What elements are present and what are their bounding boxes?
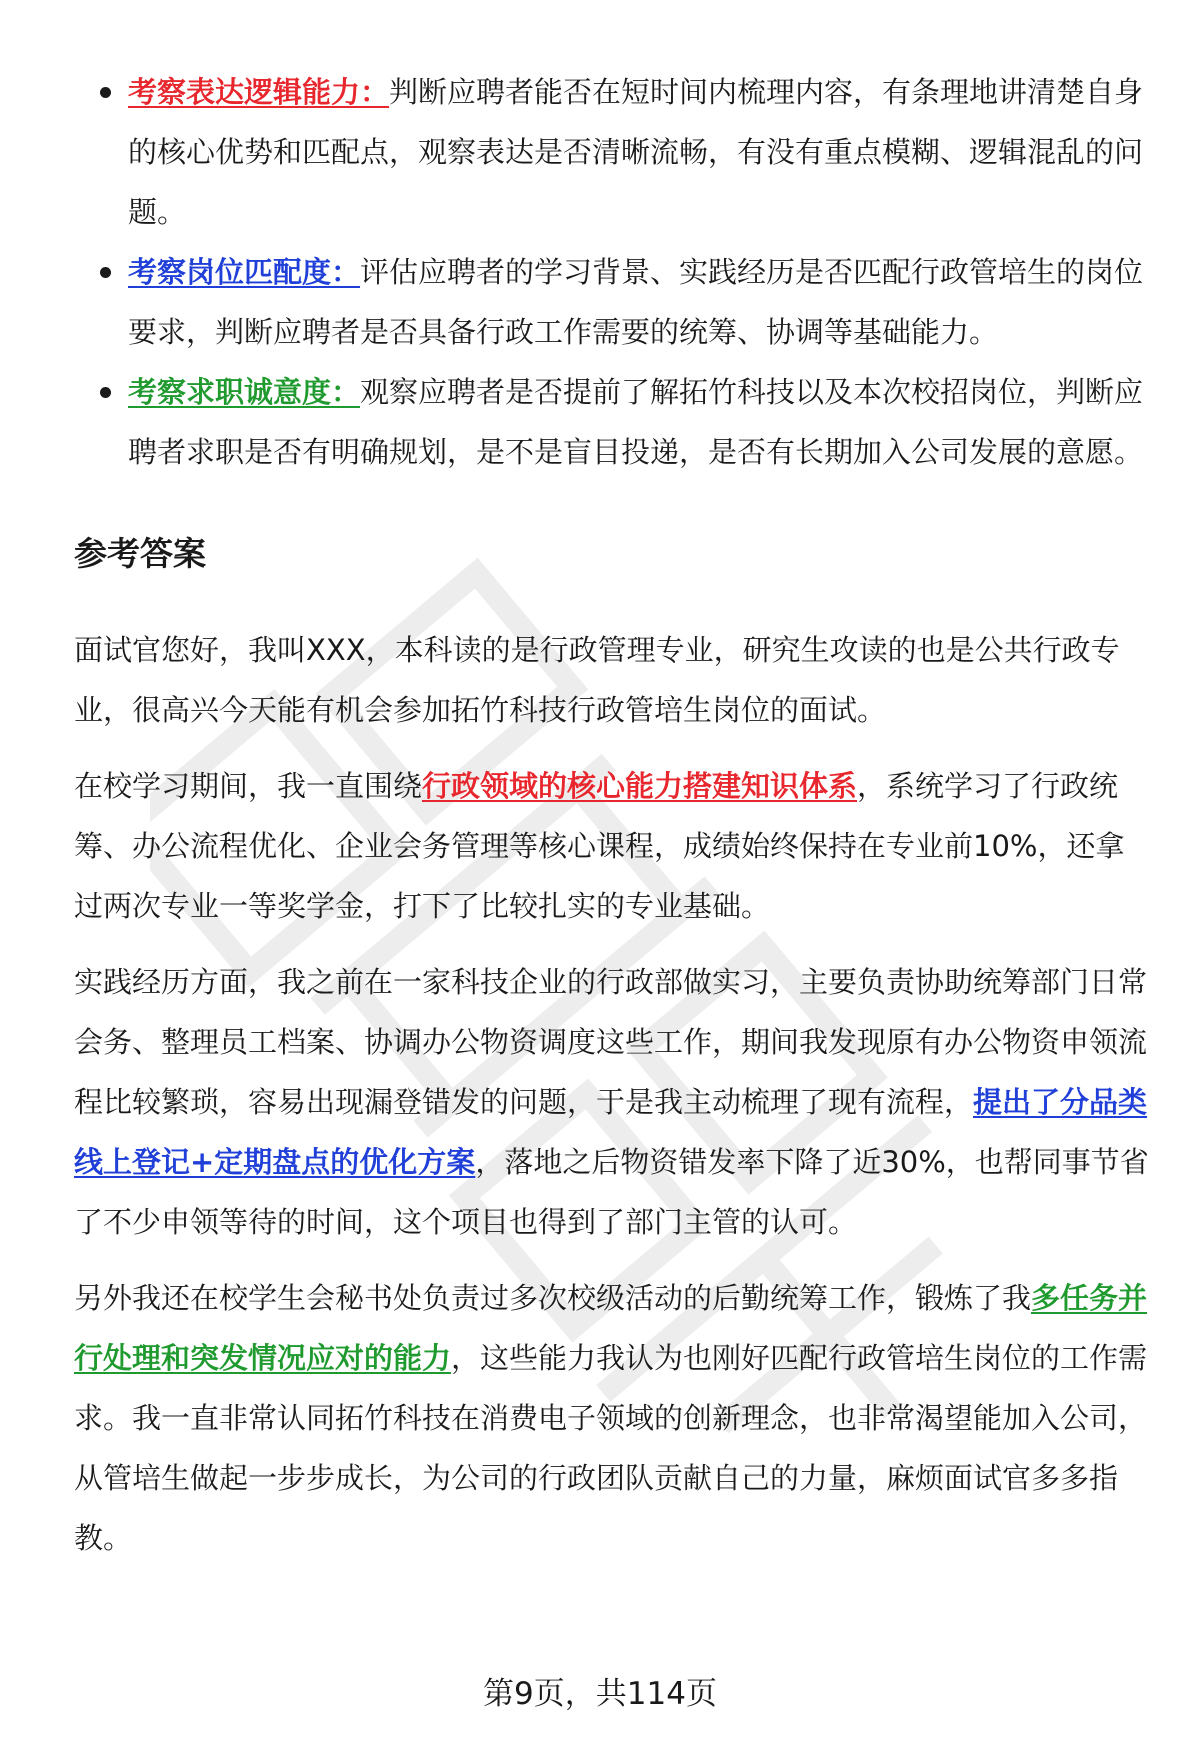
bullet-dot-icon xyxy=(100,387,111,398)
criteria-item-logic xyxy=(74,62,1150,242)
criteria-text: 判断应聘者能否在短时间内梳理内容，有条理地讲清楚自身的核心优势和匹配点，观察表达是否清晰流畅，有没有重点模糊、逻辑混乱的问题。 xyxy=(128,75,1144,229)
paragraph-text: ，系统学习了行政统筹、办公流程优化、企业会务管理等核心课程，成绩始终保持在专业前10%，还拿过两次专业一等奖学金，打下了比较扎实的专业基础。 xyxy=(74,769,1125,923)
criteria-label: 考察表达逻辑能力： xyxy=(128,75,390,109)
criteria-text: 观察应聘者是否提前了解拓竹科技以及本次校招岗位，判断应聘者求职是否有明确规划，是不是盲目投递，是否有长期加入公司发展的意愿。 xyxy=(128,375,1144,469)
paragraph-text: ，落地之后物资错发率下降了近30%，也帮同事节省了不少申领等待的时间，这个项目也得到了部门主管的认可。 xyxy=(74,1145,1149,1239)
paragraph-text: 实践经历方面，我之前在一家科技企业的行政部做实习，主要负责协助统筹部门日常会务、整理员工档案、协调办公物资调度这些工作，期间我发现原有办公物资申领流程比较繁琐，容易出现漏登错发的问题，于是我主动梳理了现有流程， xyxy=(74,965,1148,1119)
section-title: 参考答案 xyxy=(74,534,206,573)
highlight-text: 多任务并行处理和突发情况应对的能力 xyxy=(74,1281,1148,1375)
page-number-footer: 第9页，共114页 xyxy=(483,1676,717,1712)
answer-paragraph-practice xyxy=(74,952,1150,1252)
criteria-text: 评估应聘者的学习背景、实践经历是否匹配行政管培生的岗位要求，判断应聘者是否具备行政工作需要的统筹、协调等基础能力。 xyxy=(128,255,1144,349)
criteria-label: 考察求职诚意度： xyxy=(128,375,361,409)
answer-paragraph-intro: 面试官您好，我叫XXX，本科读的是行政管理专业，研究生攻读的也是公共行政专业，很高兴今天能有机会参加拓竹科技行政管培生岗位的面试。 xyxy=(74,633,1120,727)
evaluation-criteria-list xyxy=(74,62,1150,482)
criteria-item-fit xyxy=(74,242,1150,362)
document-content xyxy=(74,62,1150,1568)
bullet-dot-icon xyxy=(100,87,111,98)
paragraph-text: ，这些能力我认为也刚好匹配行政管培生岗位的工作需求。我一直非常认同拓竹科技在消费电子领域的创新理念，也非常渴望能加入公司，从管培生做起一步步成长，为公司的行政团队贡献自己的力量，麻烦面试官多多指教。 xyxy=(74,1341,1148,1555)
bullet-dot-icon xyxy=(100,267,111,278)
answer-paragraph-study xyxy=(74,756,1150,936)
highlight-text: 行政领域的核心能力搭建知识体系 xyxy=(422,769,858,803)
highlight-text: 提出了分品类线上登记+定期盘点的优化方案 xyxy=(74,1085,1148,1179)
answer-paragraph-closing xyxy=(74,1268,1150,1568)
criteria-item-sincerity xyxy=(74,362,1150,482)
paragraph-text: 另外我还在校学生会秘书处负责过多次校级活动的后勤统筹工作，锻炼了我 xyxy=(74,1281,1032,1315)
paragraph-text: 在校学习期间，我一直围绕 xyxy=(74,769,423,803)
criteria-label: 考察岗位匹配度： xyxy=(128,255,361,289)
